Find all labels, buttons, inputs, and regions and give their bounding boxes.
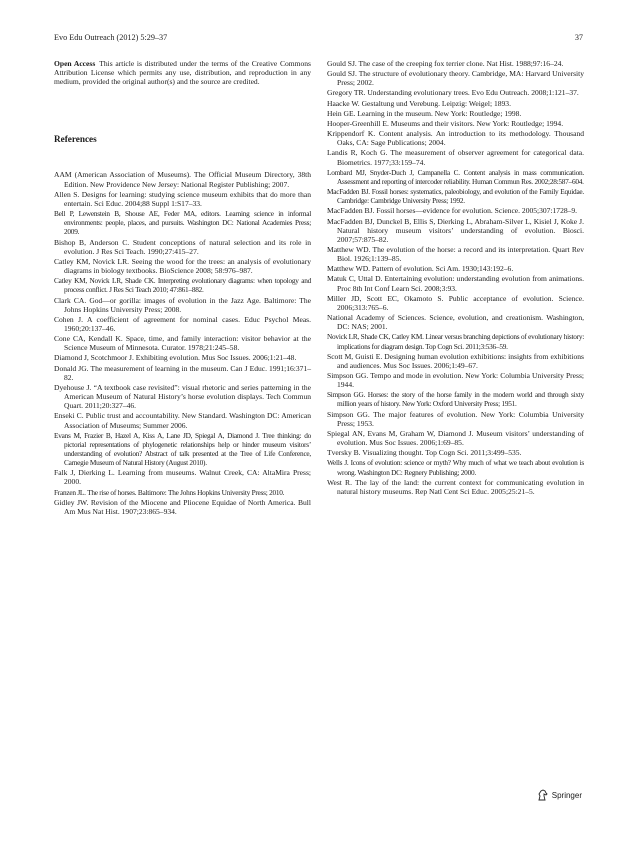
reference-entry: Clark CA. God—or gorilla: images of evolution in the Jazz Age. Baltimore: The Johns Hopkins University Press; 2008. — [54, 295, 311, 314]
reference-entry: Matthew WD. Pattern of evolution. Sci Am. 1930;143:192–6. — [327, 264, 514, 274]
reference-entry: Gidley JW. Revision of the Miocene and Pliocene Equidae of North America. Bull Am Mus Nat Hist. 1907;23:865–934. — [54, 497, 311, 516]
reference-entry: Dyehouse J. “A textbook case revisited”: visual rhetoric and series patterning in the American Museum of Natural History’s horse evolution displays. Tech Commun Quart. 2011;20:327–46. — [54, 382, 311, 411]
references-list-left — [54, 170, 311, 516]
reference-entry: Haacke W. Gestaltung und Verebung. Leipzig: Weigel; 1893. — [327, 98, 511, 108]
reference-entry: Falk J, Dierking L. Learning from museums. Walnut Creek, CA: AltaMira Press; 2000. — [54, 468, 311, 487]
running-head — [54, 33, 583, 42]
reference-entry: Spiegal AN, Evans M, Graham W, Diamond J. Museum visitors’ understanding of evolution. Mus Soc Issues. 2006;1:69–85. — [327, 428, 584, 448]
reference-entry: Lombard MJ, Snyder-Duch J, Campanella C. Content analysis in mass communication. Assessment and reporting of intercoder reliability. Human Commun Res. 2002;28:587–604. — [327, 167, 584, 186]
page-number: 37 — [574, 33, 583, 42]
reference-entry: Wells J. Icons of evolution: science or myth? Why much of what we teach about evolution is wrong. Washington DC: Regnery Publishing; 2000. — [327, 458, 584, 477]
reference-entry: Hooper-Greenhill E. Museums and their visitors. New York: Routledge; 1994. — [327, 118, 564, 128]
open-access-text: This article is distributed under the terms of the Creative Commons Attribution License which permits any use, distribution, and reproduction in any medium, provided the original author(s) and the source are credited. — [54, 59, 311, 87]
reference-entry: Cone CA, Kendall K. Space, time, and family interaction: visitor behavior at the Science Museum of Minnesota. Curator. 1978;21:245–58. — [54, 334, 311, 353]
reference-entry: Franzen JL. The rise of horses. Baltimore: The Johns Hopkins University Press; 2010. — [54, 487, 285, 497]
reference-entry: Novick LR, Shade CK, Catley KM. Linear versus branching depictions of evolutionary history: implications for diagram design. Top Cogn Sci. 2011;3:536–59. — [327, 332, 584, 351]
reference-entry: Diamond J, Scotchmoor J. Exhibiting evolution. Mus Soc Issues. 2006;1:21–48. — [54, 353, 297, 363]
reference-entry: MacFadden BJ, Dunckel B, Ellis S, Dierking L, Abraham-Silver L, Kisiel J, Koke J. Natural history museum visitors’ understanding of evolution. Biosci. 2007;57:875–82. — [327, 216, 584, 244]
reference-entry: Scott M, Guisti E. Designing human evolution exhibitions: insights from exhibitions and audiences. Mus Soc Issues. 2006;1:49–67. — [327, 351, 584, 370]
reference-entry: Tversky B. Visualizing thought. Top Cogn Sci. 2011;3:499–535. — [327, 448, 522, 458]
left-column — [54, 59, 311, 517]
springer-horse-icon — [537, 789, 549, 801]
reference-entry: Catley KM, Novick LR, Shade CK. Interpreting evolutionary diagrams: when topology and process conflict. J Res Sci Teach 2010; 47:861–882. — [54, 276, 311, 295]
reference-entry: Krippendorf K. Content analysis. An introduction to its methodology. Thousand Oaks, CA: Sage Publications; 2004. — [327, 129, 584, 148]
reference-entry: Allen S. Designs for learning: studying science museum exhibits that do more than entertain. Sci Educ. 2004;88 Suppl 1:S17–33. — [54, 189, 311, 208]
reference-entry: Landis R, Koch G. The measurement of observer agreement for categorical data. Biometrics. 1977;33:159–74. — [327, 148, 584, 167]
publisher-logo — [537, 789, 582, 801]
reference-entry: Bishop B, Anderson C. Student conceptions of natural selection and its role in evolution. J Res Sci Teach. 1990;27:415–27. — [54, 237, 311, 256]
reference-entry: Gregory TR. Understanding evolutionary trees. Evo Edu Outreach. 2008;1:121–37. — [327, 88, 579, 98]
reference-entry: National Academy of Sciences. Science, evolution, and creationism. Washington, DC: NAS; 2001. — [327, 313, 584, 332]
reference-entry: West R. The lay of the land: the current context for communicating evolution in natural history museums. Rep Natl Cent Sci Educ. 2005;25:21–5. — [327, 477, 584, 496]
reference-entry: Evans M, Frazier B, Hazel A, Kiss A, Lane JD, Spiegal A, Diamond J. Tree thinking: do pictorial representations of phylogenetic relationships help or hinder museum visitors’ understanding of evolution? Abstract of talk presented at the Tree of Life Conference, Carnegie Museum of Natural History (August 2010). — [54, 430, 311, 468]
open-access-statement — [54, 59, 311, 86]
reference-entry: Bell P, Lewenstein B, Shouse AE, Feder MA, editors. Learning science in informal environments: people, places, and pursuits. Washington DC: National Academies Press; 2009. — [54, 209, 311, 237]
reference-entry: MacFadden BJ. Fossil horses—evidence for evolution. Science. 2005;307:1728–9. — [327, 206, 578, 216]
reference-entry: AAM (American Association of Museums). The Official Museum Directory, 38th Edition. New Providence New Jersey: National Register Publishing; 2007. — [54, 170, 311, 189]
journal-reference: Evo Edu Outreach (2012) 5:29–37 — [54, 33, 168, 42]
reference-entry: Simpson GG. Tempo and mode in evolution. New York: Columbia University Press; 1944. — [327, 371, 584, 390]
reference-entry: Gould SJ. The structure of evolutionary theory. Cambridge, MA: Harvard University Press; 2002. — [327, 69, 584, 88]
reference-entry: Simpson GG. The major features of evolution. New York: Columbia University Press; 1953. — [327, 409, 584, 428]
reference-entry: Miller JD, Scott EC, Okamoto S. Public acceptance of evolution. Science. 2006;313:765–6. — [327, 293, 584, 312]
right-column — [327, 59, 584, 497]
reference-entry: Gould SJ. The case of the creeping fox terrier clone. Nat Hist. 1988;97:16–24. — [327, 59, 564, 68]
reference-entry: MacFadden BJ. Fossil horses: systematics, paleobiology, and evolution of the Family Equidae. Cambridge: Cambridge University Press; 1992. — [327, 187, 584, 206]
publisher-name: Springer — [551, 790, 582, 800]
references-heading: References — [54, 134, 97, 145]
reference-entry: Donald JG. The measurement of learning in the museum. Can J Educ. 1991;16:371–82. — [54, 363, 311, 382]
references-list-right — [327, 59, 584, 496]
reference-entry: Cohen J. A coefficient of agreement for nominal cases. Educ Psychol Meas. 1960;20:137–46. — [54, 314, 311, 333]
open-access-label: Open Access — [54, 59, 96, 68]
reference-entry: Hein GE. Learning in the museum. New York: Routledge; 1998. — [327, 108, 522, 118]
reference-entry: Enseki C. Public trust and accountability. New Standard. Washington DC: American Association of Museums; Summer 2006. — [54, 411, 311, 430]
reference-entry: Simpson GG. Horses: the story of the horse family in the modern world and through sixty million years of history. New York: Oxford University Press; 1951. — [327, 390, 584, 409]
reference-entry: Catley KM, Novick LR. Seeing the wood for the trees: an analysis of evolutionary diagrams in biology textbooks. BioScience 2008; 58:976–987. — [54, 256, 311, 276]
reference-entry: Matuk C, Uttal D. Entertaining evolution: understanding evolution from animations. Proc 8th Int Conf Learn Sci. 2008;3:93. — [327, 274, 584, 293]
reference-entry: Matthew WD. The evolution of the horse: a record and its interpretation. Quart Rev Biol. 1926;1:139–85. — [327, 244, 584, 264]
